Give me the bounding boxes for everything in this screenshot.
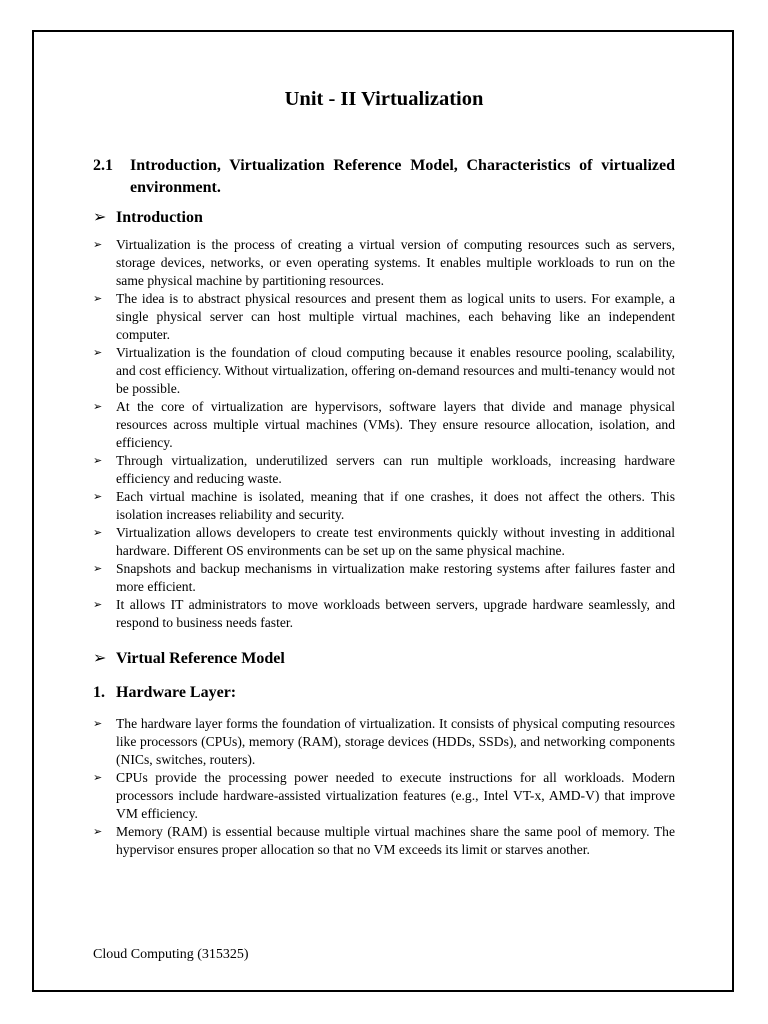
arrow-bullet-icon: ➢ [93, 239, 103, 251]
arrow-bullet-icon: ➢ [93, 650, 107, 667]
list-item [93, 560, 675, 596]
list-item [93, 524, 675, 560]
list-item-text: Virtualization allows developers to create test environments quickly without investing in additional hardware. Different OS environments can be set up on the same physical machine. [116, 525, 675, 558]
section-number: 2.1 [93, 157, 113, 174]
hardware-layer-number: 1. [93, 684, 105, 701]
list-item-text: At the core of virtualization are hypervisors, software layers that divide and manage physical resources across multiple virtual machines (VMs). They ensure resource allocation, isolation, and efficiency. [116, 399, 675, 450]
arrow-bullet-icon: ➢ [93, 718, 103, 730]
arrow-bullet-icon: ➢ [93, 826, 103, 838]
arrow-bullet-icon: ➢ [93, 772, 103, 784]
list-item [93, 236, 675, 290]
reference-model-heading [93, 648, 675, 670]
document-content [93, 86, 675, 859]
list-item-text: The idea is to abstract physical resources and present them as logical units to users. For example, a single physical server can host multiple virtual machines, each behaving like an independent computer. [116, 291, 675, 342]
list-item [93, 452, 675, 488]
page-title: Unit - II Virtualization [284, 88, 484, 110]
list-item-text: CPUs provide the processing power needed to execute instructions for all workloads. Modern processors include hardware-assisted virtualization features (e.g., Intel VT-x, AMD-V) that improve VM efficiency. [116, 770, 675, 821]
arrow-bullet-icon: ➢ [93, 599, 103, 611]
arrow-bullet-icon: ➢ [93, 563, 103, 575]
list-item [93, 488, 675, 524]
list-item [93, 715, 675, 769]
arrow-bullet-icon: ➢ [93, 527, 103, 539]
introduction-heading [93, 207, 675, 229]
page-footer: Cloud Computing (315325) [93, 947, 249, 962]
hardware-layer-heading [93, 682, 675, 704]
list-item-text: The hardware layer forms the foundation of virtualization. It consists of physical computing resources like processors (CPUs), memory (RAM), storage devices (HDDs, SSDs), and networking components (NICs, switches, routers). [116, 716, 675, 767]
list-item-text: Snapshots and backup mechanisms in virtualization make restoring systems after failures faster and more efficient. [116, 561, 675, 594]
list-item [93, 823, 675, 859]
list-item-text: Virtualization is the process of creating a virtual version of computing resources such as servers, storage devices, networks, or even operating systems. It enables multiple workloads to run on the same physical machine by partitioning resources. [116, 237, 675, 288]
introduction-list [93, 236, 675, 632]
section-heading [93, 155, 675, 199]
list-item-text: Each virtual machine is isolated, meaning that if one crashes, it does not affect the others. This isolation increases reliability and security. [116, 489, 675, 522]
list-item [93, 596, 675, 632]
reference-model-heading-text: Virtual Reference Model [116, 650, 285, 667]
list-item [93, 290, 675, 344]
introduction-heading-text: Introduction [116, 209, 203, 226]
list-item [93, 398, 675, 452]
arrow-bullet-icon: ➢ [93, 293, 103, 305]
hardware-layer-list [93, 715, 675, 859]
list-item-text: It allows IT administrators to move workloads between servers, upgrade hardware seamlessly, and respond to business needs faster. [116, 597, 675, 630]
list-item-text: Memory (RAM) is essential because multiple virtual machines share the same pool of memory. The hypervisor ensures proper allocation so that no VM exceeds its limit or starves another. [116, 824, 675, 857]
list-item [93, 344, 675, 398]
arrow-bullet-icon: ➢ [93, 209, 107, 226]
arrow-bullet-icon: ➢ [93, 491, 103, 503]
arrow-bullet-icon: ➢ [93, 455, 103, 467]
section-title: Introduction, Virtualization Reference Model, Characteristics of virtualized environment. [130, 157, 675, 196]
list-item-text: Through virtualization, underutilized servers can run multiple workloads, increasing hardware efficiency and reducing waste. [116, 453, 675, 486]
arrow-bullet-icon: ➢ [93, 401, 103, 413]
hardware-layer-heading-text: Hardware Layer: [116, 684, 237, 701]
list-item-text: Virtualization is the foundation of cloud computing because it enables resource pooling, scalability, and cost efficiency. Without virtualization, offering on-demand resources and multi-tenancy would not be possible. [116, 345, 675, 396]
list-item [93, 769, 675, 823]
arrow-bullet-icon: ➢ [93, 347, 103, 359]
